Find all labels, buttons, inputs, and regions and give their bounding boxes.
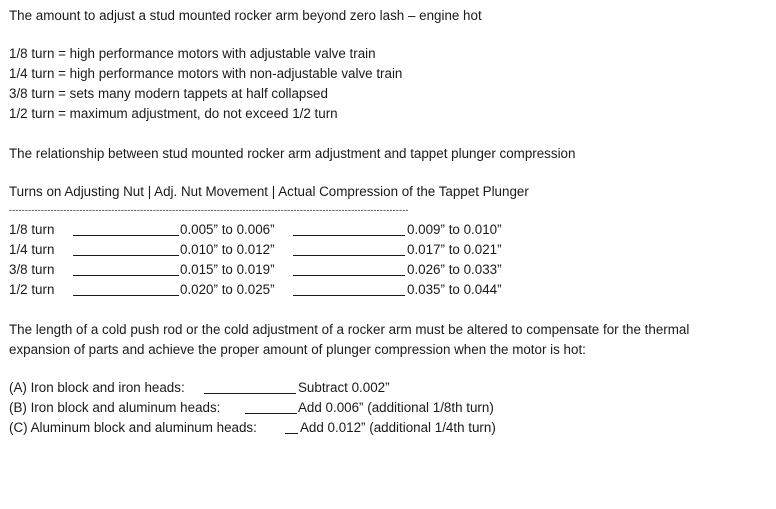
compensation-label: (C) Aluminum block and aluminum heads: [9, 420, 257, 435]
intro-item: 1/8 turn = high performance motors with adjustable valve train [9, 46, 376, 61]
turns-cell: 1/2 turn [9, 282, 55, 297]
movement-cell: 0.005” to 0.006” [180, 222, 275, 237]
fill-rule [73, 295, 179, 296]
table-separator: ----------------------------------------------------------------------------------------------------------------------------- [9, 205, 409, 215]
movement-cell: 0.015” to 0.019” [180, 262, 275, 277]
movement-cell: 0.020” to 0.025” [180, 282, 275, 297]
intro-item: 1/2 turn = maximum adjustment, do not exceed 1/2 turn [9, 106, 338, 121]
compression-cell: 0.035” to 0.044” [407, 282, 502, 297]
turns-cell: 3/8 turn [9, 262, 55, 277]
compression-cell: 0.017” to 0.021” [407, 242, 502, 257]
thermal-paragraph-line: expansion of parts and achieve the proper amount of plunger compression when the motor is hot: [9, 342, 586, 357]
fill-rule [293, 275, 405, 276]
table-row [9, 241, 609, 259]
fill-rule [73, 235, 179, 236]
compensation-value: Add 0.006” (additional 1/8th turn) [298, 400, 494, 415]
intro-item: 3/8 turn = sets many modern tappets at half collapsed [9, 86, 328, 101]
compensation-label: (A) Iron block and iron heads: [9, 380, 185, 395]
compensation-value: Add 0.012” (additional 1/4th turn) [300, 420, 496, 435]
fill-rule [293, 235, 405, 236]
compression-cell: 0.009” to 0.010” [407, 222, 502, 237]
compensation-item [9, 379, 569, 397]
intro-item: 1/4 turn = high performance motors with non-adjustable valve train [9, 66, 403, 81]
compensation-item [9, 419, 569, 437]
compensation-label: (B) Iron block and aluminum heads: [9, 400, 221, 415]
table-header: Turns on Adjusting Nut | Adj. Nut Movement | Actual Compression of the Tappet Plunger [9, 184, 529, 199]
compression-cell: 0.026” to 0.033” [407, 262, 502, 277]
fill-rule [73, 275, 179, 276]
intro-heading: The amount to adjust a stud mounted rocker arm beyond zero lash – engine hot [9, 8, 482, 23]
thermal-paragraph-line: The length of a cold push rod or the cold adjustment of a rocker arm must be altered to compensate for the thermal [9, 322, 690, 337]
fill-rule [73, 255, 179, 256]
fill-rule [293, 255, 405, 256]
relationship-heading: The relationship between stud mounted rocker arm adjustment and tappet plunger compression [9, 146, 576, 161]
fill-rule [285, 433, 298, 434]
turns-cell: 1/8 turn [9, 222, 55, 237]
compensation-value: Subtract 0.002” [298, 380, 390, 395]
table-row [9, 261, 609, 279]
movement-cell: 0.010” to 0.012” [180, 242, 275, 257]
compensation-item [9, 399, 569, 417]
table-row [9, 221, 609, 239]
table-row [9, 281, 609, 299]
fill-rule [204, 393, 296, 394]
turns-cell: 1/4 turn [9, 242, 55, 257]
fill-rule [245, 413, 297, 414]
fill-rule [293, 295, 405, 296]
